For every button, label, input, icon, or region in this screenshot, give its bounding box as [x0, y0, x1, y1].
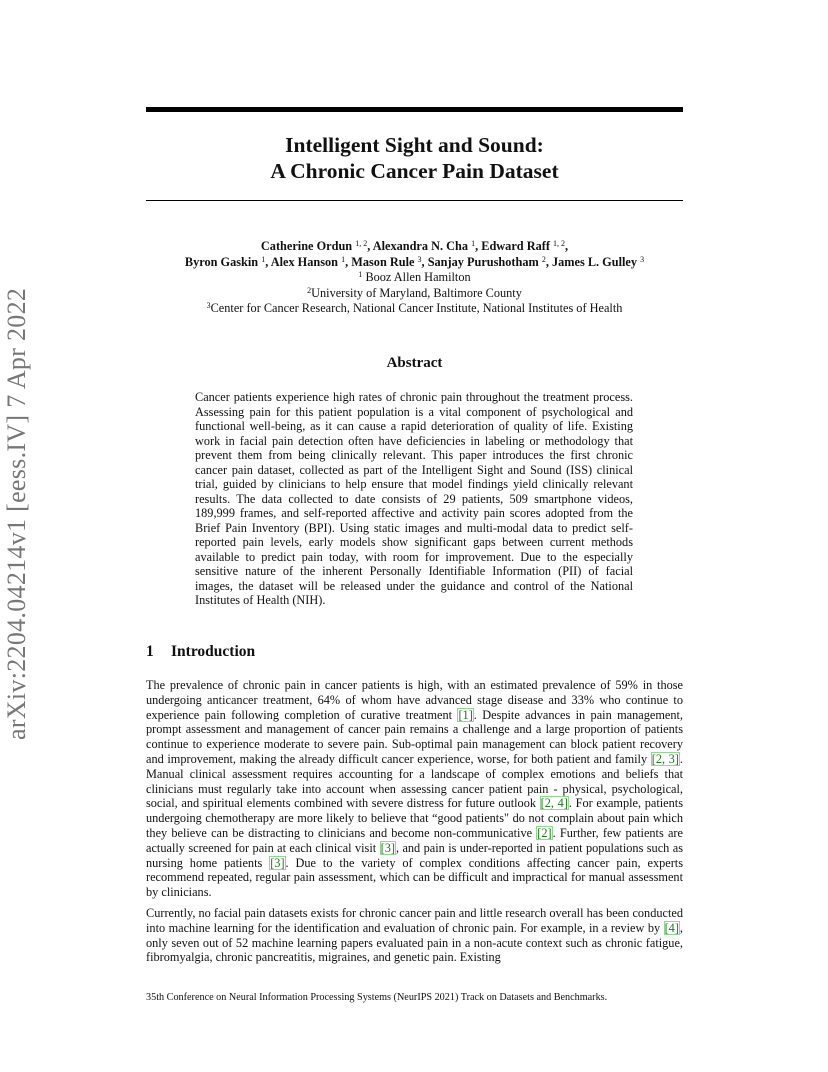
citation-link[interactable]: [2, 3] — [651, 751, 679, 766]
citation-link[interactable]: [4] — [664, 920, 679, 935]
section-heading-introduction — [146, 643, 255, 661]
author-affiliation-mark: 1 — [471, 239, 476, 248]
author-name: Alexandra N. Cha — [372, 239, 469, 253]
abstract-heading: Abstract — [386, 355, 443, 371]
paper-title — [146, 132, 683, 184]
affiliation-2: $^2$University of Maryland, Baltimore County — [307, 285, 522, 300]
author-name: Mason Rule — [351, 254, 415, 269]
author-line-2: Byron Gaskin $^1$, Alex Hanson $^1$, Mason Rule $^3$, Sanjay Purushotham $^2$, James L. Gulley $^3$ — [184, 254, 645, 269]
title-bottom-rule — [146, 200, 683, 201]
author-affiliation-mark: 1 — [261, 254, 266, 264]
citation-link[interactable]: [1] — [458, 707, 473, 722]
author-name: James L. Gulley — [551, 254, 638, 269]
section-number: 1 — [146, 643, 154, 660]
author-block — [146, 239, 683, 317]
citation-link[interactable]: [3] — [270, 855, 285, 870]
paragraph-2: Currently, no facial pain datasets exists for chronic cancer pain and little research overall has been conducted into machine learning for the identification and evaluation of chronic pain. For example, in a review by [4], only seven out of 52 machine learning papers evaluated pain in a non-acute context such as chronic fatigue, fibromyalgia, chronic pancreatitis, migraines, and genetic pain. Existing — [146, 905, 683, 965]
author-name: Catherine Ordun — [260, 239, 353, 253]
paragraph-1: The prevalence of chronic pain in cancer patients is high, with an estimated prevalence of 59% in those undergoing anticancer treatment, 64% of whom have advanced stage disease and 33% who continue to experience pain following completion of curative treatment [1]. Despite advances in pain management, prompt assessment and management of cancer pain remains a challenge and a large proportion of patients continue to experience moderate to severe pain. Sub-optimal pain management can block patient recovery and improvement, making the already difficult cancer experience, worse, for both patient and family [2, 3]. Manual clinical assessment requires accounting for a landscape of complex emotions and beliefs that clinicians must regularly take into account when assessing cancer patient pain - physical, psychological, social, and spiritual elements combined with severe distress for future outlook [2, 4]. For example, patients undergoing chemotherapy are more likely to believe that “good patients" do not complain about pain which they believe can be distracting to clinicians and become non-communicative [2]. Further, few patients are actually screened for pain at each clinical visit [3], and pain is under-reported in patient populations such as nursing home patients [3]. Due to the variety of complex conditions affecting cancer pain, experts recommend repeated, regular pain assessment, which can be difficult and impractical for manual assessment by clinicians. — [146, 678, 683, 900]
author-name: Edward Raff — [481, 239, 550, 253]
citation-link[interactable]: [2, 4] — [540, 796, 568, 811]
affiliation-1: $^1$ Booz Allen Hamilton — [358, 270, 471, 284]
author-name: Byron Gaskin — [184, 254, 259, 269]
author-affiliation-mark: 1 — [341, 254, 346, 264]
title-line-2: A Chronic Cancer Pain Dataset — [270, 159, 559, 183]
author-affiliation-mark: 3 — [417, 254, 422, 264]
author-affiliation-mark: 2 — [541, 254, 546, 264]
section-title: Introduction — [171, 643, 256, 660]
affiliation-3: $^3$Center for Cancer Research, National Cancer Institute, National Institutes of Health — [206, 301, 623, 315]
title-top-rule — [146, 107, 683, 112]
citation-link[interactable]: [3] — [380, 840, 395, 855]
author-name: Alex Hanson — [270, 254, 339, 269]
author-name: Sanjay Purushotham — [427, 254, 539, 269]
citation-link[interactable]: [2] — [537, 825, 552, 840]
author-affiliation-mark: 1, 2 — [553, 239, 565, 248]
arxiv-identifier: arXiv:2204.04214v1 [eess.IV] 7 Apr 2022 — [2, 287, 31, 740]
conference-footer: 35th Conference on Neural Information Processing Systems (NeurIPS 2021) Track on Datasets and Benchmarks. — [146, 992, 608, 1003]
introduction-body — [146, 678, 683, 971]
author-affiliation-mark: 3 — [640, 254, 645, 264]
title-line-1: Intelligent Sight and Sound: — [285, 133, 544, 157]
author-affiliation-mark: 1, 2 — [355, 239, 368, 248]
author-line-1: Catherine Ordun $^{1, 2}$, Alexandra N. Cha $^1$, Edward Raff $^{1, 2}$, — [260, 239, 569, 253]
abstract-text: Cancer patients experience high rates of chronic pain throughout the treatment process. Assessing pain for this patient population is a vital component of psychological and functional well-being, as it can cause a rapid deterioration of quality of life. Existing work in facial pain detection often have deficiencies in labeling or methodology that prevent them from being clinically relevant. This paper introduces the first chronic cancer pain dataset, collected as part of the Intelligent Sight and Sound (ISS) clinical trial, guided by clinicians to help ensure that model findings yield clinically relevant results. The data collected to date consists of 29 patients, 509 smartphone videos, 189,999 frames, and self-reported affective and activity pain scores adopted from the Brief Pain Inventory (BPI). Using static images and multi-modal data to predict self-reported pain levels, early models show significant gaps between current methods available to predict pain today, with room for improvement. Due to the especially sensitive nature of the inherent Personally Identifiable Information (PII) of facial images, the dataset will be released under the guidance and control of the National Institutes of Health (NIH). — [195, 390, 633, 607]
